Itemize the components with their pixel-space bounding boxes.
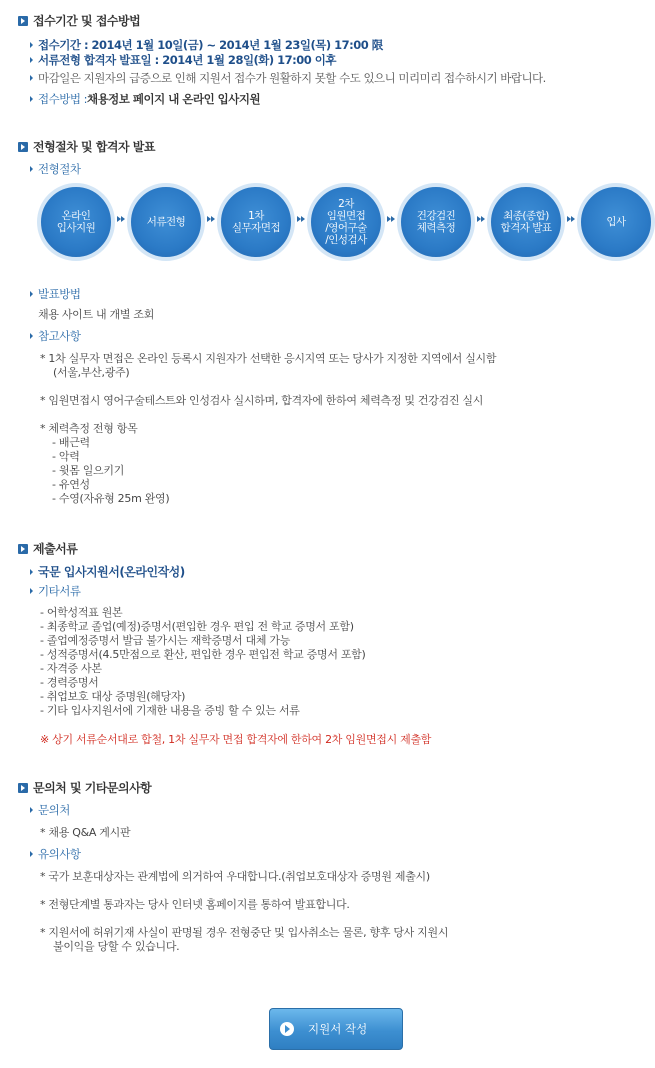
document-item: - 취업보호 대상 증명원(해당자)	[40, 690, 186, 703]
reference-note-2: * 임원면접시 영어구술테스트와 인성검사 실시하며, 합격자에 한하여 체력측정 및 건강검진 실시	[40, 394, 484, 407]
document-item: - 자격증 사본	[40, 662, 102, 675]
section-title-text: 문의처 및 기타문의사항	[33, 781, 152, 795]
announcement-date-text: 서류전형 합격자 발표일 : 2014년 1월 28일(화) 17:00 이후	[38, 53, 336, 67]
flow-arrow-icon	[211, 216, 215, 222]
section-title-selection-process	[18, 138, 155, 155]
step-label: 입사	[606, 216, 626, 228]
fitness-item: - 수영(자유형 25m 완영)	[52, 492, 170, 505]
flow-arrow-icon	[481, 216, 485, 222]
bullet-arrow-icon	[30, 588, 33, 594]
step-label: 온라인 입사지원	[56, 210, 96, 234]
notes-label-text: 유의사항	[38, 847, 81, 861]
reference-note-3-title: * 체력측정 전형 항목	[40, 422, 138, 435]
note-false-info-b: 불이익을 당할 수 있습니다.	[53, 940, 180, 953]
section-arrow-icon	[18, 783, 28, 793]
bullet-arrow-icon	[30, 166, 33, 172]
step-label: 1차 실무자면접	[231, 210, 281, 234]
step-circle-health-check	[397, 183, 475, 261]
contact-label-text: 문의처	[38, 803, 70, 817]
section-arrow-icon	[18, 142, 28, 152]
step-label: 건강검진 체력측정	[416, 210, 456, 234]
contact-text: * 채용 Q&A 게시판	[40, 826, 131, 839]
bullet-arrow-icon	[30, 333, 33, 339]
section-arrow-icon	[18, 16, 28, 26]
deadline-note-text: 마감일은 지원자의 급증으로 인해 지원서 접수가 원활하지 못할 수도 있으니 미리미리 접수하시기 바랍니다.	[38, 71, 546, 85]
apply-button-label: 지원서 작성	[308, 1022, 368, 1036]
application-period-text: 접수기간 : 2014년 1월 10일(금) ~ 2014년 1월 23일(목) 17:00 限	[38, 38, 383, 52]
bullet-arrow-icon	[30, 851, 33, 857]
announcement-date-line	[30, 52, 336, 68]
note-veterans: * 국가 보훈대상자는 관계법에 의거하여 우대합니다.(취업보호대상자 증명원 제출시)	[40, 870, 430, 883]
process-label	[30, 161, 80, 177]
document-item: - 최종학교 졸업(예정)증명서(편입한 경우 편입 전 학교 증명서 포함)	[40, 620, 354, 633]
step-circle-online-apply	[37, 183, 115, 261]
section-title-contact	[18, 779, 151, 796]
flow-arrow-icon	[571, 216, 575, 222]
document-item: - 기타 입사지원서에 기재한 내용을 증빙 할 수 있는 서류	[40, 704, 300, 717]
reference-label-text: 참고사항	[38, 329, 81, 343]
fitness-item: - 배근력	[52, 436, 90, 449]
application-period-line	[30, 37, 383, 53]
bullet-arrow-icon	[30, 57, 33, 63]
process-label-text: 전형절차	[38, 162, 81, 176]
section-title-text: 접수기간 및 접수방법	[33, 14, 141, 28]
bullet-arrow-icon	[30, 42, 33, 48]
section-title-documents	[18, 540, 77, 557]
step-circle-final-announcement	[487, 183, 565, 261]
bullet-arrow-icon	[30, 291, 33, 297]
section-title-text: 제출서류	[33, 542, 78, 556]
main-document-line	[30, 563, 185, 580]
document-item: - 경력증명서	[40, 676, 99, 689]
announcement-method-label	[30, 286, 80, 302]
reference-note-1a: * 1차 실무자 면접은 온라인 등록시 지원자가 선택한 응시지역 또는 당사가 지정한 지역에서 실시함	[40, 352, 497, 365]
application-method-line	[30, 91, 260, 107]
other-documents-label-text: 기타서류	[38, 584, 81, 598]
flow-arrow-icon	[301, 216, 305, 222]
flow-arrow-icon	[121, 216, 125, 222]
step-circle-first-interview	[217, 183, 295, 261]
other-documents-label	[30, 583, 80, 599]
contact-label	[30, 802, 70, 818]
document-item: - 성적증명서(4.5만점으로 환산, 편입한 경우 편입전 학교 증명서 포함)	[40, 648, 366, 661]
bullet-arrow-icon	[30, 807, 33, 813]
section-arrow-icon	[18, 544, 28, 554]
document-item: - 어학성적표 원본	[40, 606, 123, 619]
application-method-value: 채용정보 페이지 내 온라인 입사지원	[86, 92, 261, 106]
main-document-text: 국문 입사지원서(온라인작성)	[38, 565, 185, 579]
step-circle-document-screening	[127, 183, 205, 261]
bullet-arrow-icon	[30, 75, 33, 81]
application-method-label: 접수방법 :	[38, 92, 87, 106]
step-label: 최종(종합) 합격자 발표	[500, 210, 552, 234]
bullet-arrow-icon	[30, 569, 33, 575]
reference-note-1b: (서울,부산,광주)	[53, 366, 130, 379]
deadline-note-line	[30, 70, 546, 86]
notes-label	[30, 846, 80, 862]
section-title-application-period	[18, 12, 140, 29]
submission-warning: ※ 상기 서류순서대로 합철, 1차 실무자 면접 합격자에 한하여 2차 임원면접시 제출함	[40, 733, 432, 746]
reference-label	[30, 328, 80, 344]
fitness-item: - 유연성	[52, 478, 90, 491]
bullet-arrow-icon	[30, 96, 33, 102]
step-label: 2차 임원면접 /영어구술 /인성검사	[325, 198, 367, 246]
announcement-method-text: 채용 사이트 내 개별 조회	[38, 308, 155, 321]
section-title-text: 전형절차 및 합격자 발표	[33, 140, 155, 154]
flow-arrow-icon	[391, 216, 395, 222]
note-announcement: * 전형단계별 통과자는 당사 인터넷 홈페이지를 통하여 발표합니다.	[40, 898, 350, 911]
document-item: - 졸업예정증명서 발급 불가시는 재학증명서 대체 가능	[40, 634, 291, 647]
fitness-item: - 악력	[52, 450, 80, 463]
announcement-method-label-text: 발표방법	[38, 287, 81, 301]
play-circle-icon	[280, 1022, 294, 1036]
step-label: 서류전형	[146, 216, 186, 228]
fitness-item: - 윗몸 일으키기	[52, 464, 125, 477]
apply-button[interactable]	[269, 1008, 403, 1050]
step-circle-join	[577, 183, 655, 261]
note-false-info-a: * 지원서에 허위기재 사실이 판명될 경우 전형중단 및 입사취소는 물론, 향후 당사 지원시	[40, 926, 449, 939]
step-circle-second-interview	[307, 183, 385, 261]
